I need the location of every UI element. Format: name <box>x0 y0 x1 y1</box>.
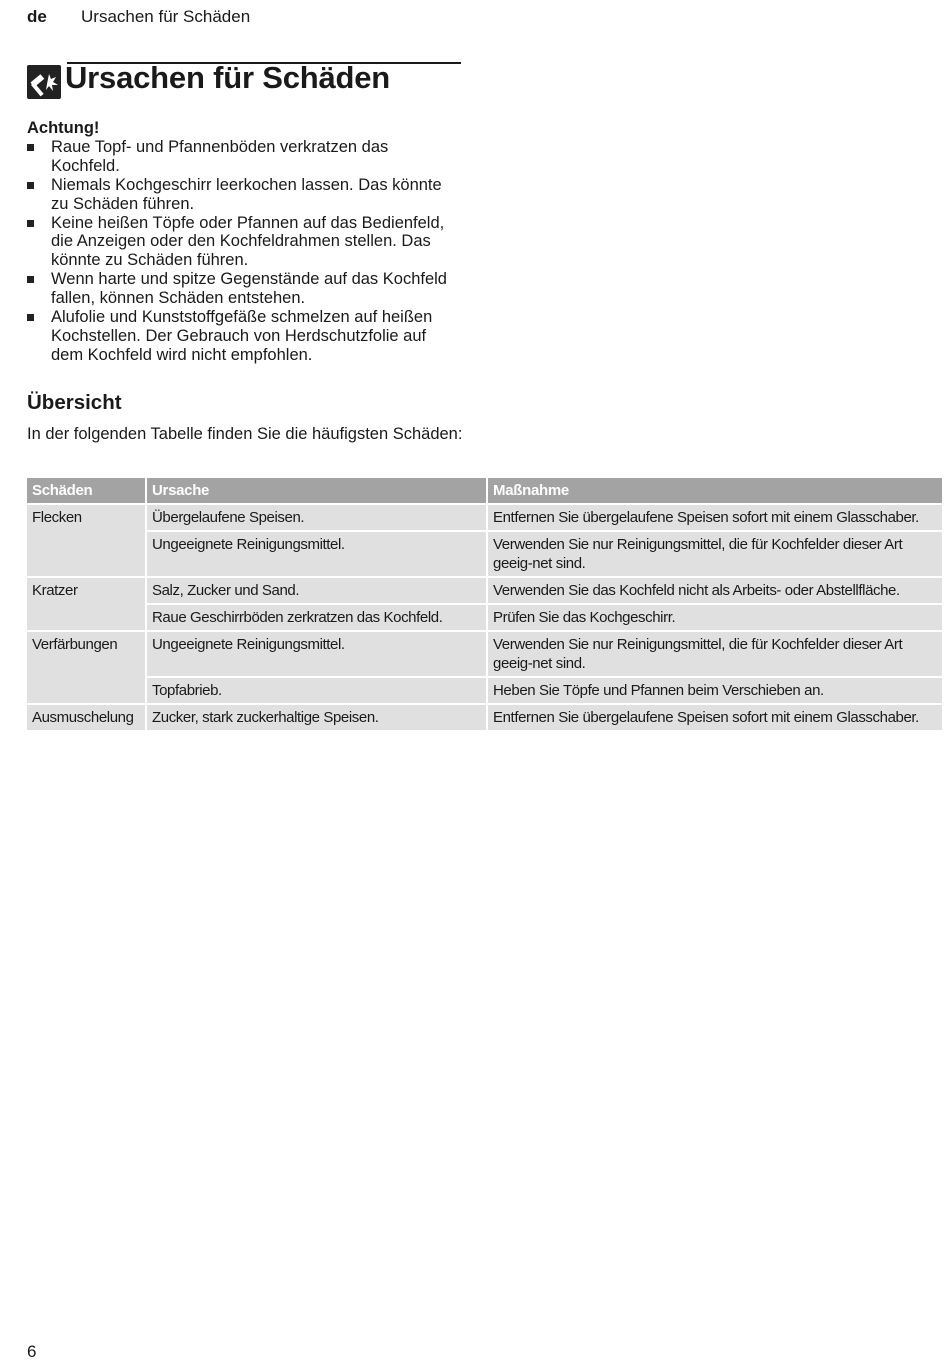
table-row <box>27 631 942 677</box>
warning-list <box>27 138 461 365</box>
list-item: Niemals Kochgeschirr leerkochen lassen. Das könnte zu Schäden führen. <box>27 176 461 214</box>
action-cell: Entfernen Sie übergelaufene Speisen sofort mit einem Glasschaber. <box>487 504 942 531</box>
overview-heading: Übersicht <box>27 391 122 414</box>
cause-cell: Ungeeignete Reinigungsmittel. <box>146 631 487 677</box>
action-cell: Entfernen Sie übergelaufene Speisen sofort mit einem Glasschaber. <box>487 704 942 730</box>
square-bullet-icon <box>27 276 34 283</box>
language-code: de <box>27 7 47 26</box>
table-row <box>27 604 942 631</box>
table-row <box>27 704 942 730</box>
action-cell: Verwenden Sie nur Reinigungsmittel, die für Kochfelder dieser Art geeig-net sind. <box>487 531 942 577</box>
cause-cell: Zucker, stark zuckerhaltige Speisen. <box>146 704 487 730</box>
damage-cell: Ausmuschelung <box>27 704 146 730</box>
action-cell: Heben Sie Töpfe und Pfannen beim Verschieben an. <box>487 677 942 704</box>
cause-cell: Salz, Zucker und Sand. <box>146 577 487 604</box>
list-item: Wenn harte und spitze Gegenstände auf das Kochfeld fallen, können Schäden entstehen. <box>27 270 461 308</box>
warning-label: Achtung! <box>27 119 100 137</box>
square-bullet-icon <box>27 182 34 189</box>
overview-section <box>27 391 467 444</box>
table-header-row <box>27 478 942 504</box>
table-row <box>27 504 942 531</box>
table-row <box>27 577 942 604</box>
section-heading <box>27 62 461 100</box>
table-row <box>27 531 942 577</box>
square-bullet-icon <box>27 144 34 151</box>
warning-block <box>27 119 461 365</box>
page-number: 6 <box>27 1342 37 1361</box>
header-damage: Schäden <box>27 478 146 504</box>
cause-cell: Topfabrieb. <box>146 677 487 704</box>
damage-table <box>27 478 942 730</box>
cause-cell: Ungeeignete Reinigungsmittel. <box>146 531 487 577</box>
cause-cell: Übergelaufene Speisen. <box>146 504 487 531</box>
square-bullet-icon <box>27 220 34 227</box>
action-cell: Verwenden Sie das Kochfeld nicht als Arbeits- oder Abstellfläche. <box>487 577 942 604</box>
list-item: Alufolie und Kunststoffgefäße schmelzen auf heißen Kochstellen. Der Gebrauch von Herdschutzfolie auf dem Kochfeld wird nicht empfohlen. <box>27 308 461 365</box>
list-item: Raue Topf- und Pfannenböden verkratzen das Kochfeld. <box>27 138 461 176</box>
cause-cell: Raue Geschirrböden zerkratzen das Kochfeld. <box>146 604 487 631</box>
action-cell: Prüfen Sie das Kochgeschirr. <box>487 604 942 631</box>
page-title: Ursachen für Schäden <box>65 60 391 95</box>
hammer-damage-icon <box>27 65 61 99</box>
damage-cell: Flecken <box>27 504 146 577</box>
table-row <box>27 677 942 704</box>
damage-cell: Verfärbungen <box>27 631 146 704</box>
damage-cell: Kratzer <box>27 577 146 631</box>
list-item: Keine heißen Töpfe oder Pfannen auf das Bedienfeld, die Anzeigen oder den Kochfeldrahmen stellen. Das könnte zu Schäden führen. <box>27 214 461 271</box>
overview-intro: In der folgenden Tabelle finden Sie die häufigsten Schäden: <box>27 425 463 443</box>
action-cell: Verwenden Sie nur Reinigungsmittel, die für Kochfelder dieser Art geeig-net sind. <box>487 631 942 677</box>
square-bullet-icon <box>27 314 34 321</box>
header-action: Maßnahme <box>487 478 942 504</box>
header-cause: Ursache <box>146 478 487 504</box>
running-title: Ursachen für Schäden <box>81 7 251 26</box>
